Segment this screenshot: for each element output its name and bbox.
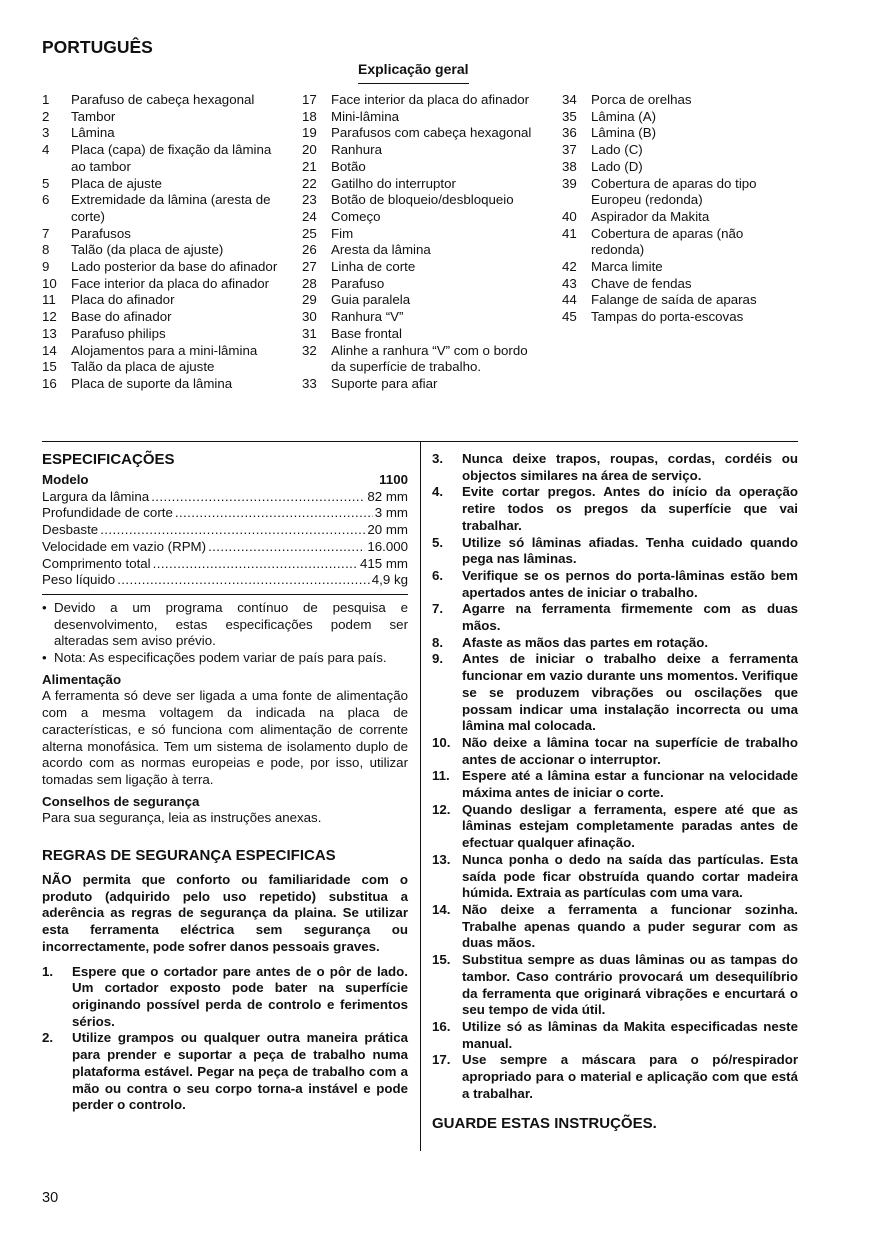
spec-leader-dots bbox=[100, 522, 365, 539]
rules-title: REGRAS DE SEGURANÇA ESPECIFICAS bbox=[42, 847, 336, 865]
part-number: 31 bbox=[302, 325, 317, 341]
safety-tips-title: Conselhos de segurança bbox=[42, 793, 200, 809]
part-number: 25 bbox=[302, 225, 317, 241]
specs-title: ESPECIFICAÇÕES bbox=[42, 451, 175, 468]
part-label: Placa de suporte da lâmina bbox=[71, 375, 233, 391]
spec-divider bbox=[42, 594, 408, 595]
part-number: 21 bbox=[302, 158, 317, 174]
part-number: 35 bbox=[562, 108, 577, 124]
spec-value: 20 mm bbox=[367, 522, 408, 538]
part-item bbox=[562, 309, 787, 326]
part-label: Talão (da placa de ajuste) bbox=[71, 242, 224, 258]
parts-list-col2 bbox=[302, 92, 542, 393]
rules-list-right bbox=[432, 451, 798, 1102]
part-label: Guia paralela bbox=[331, 292, 411, 308]
part-label: Lâmina bbox=[71, 125, 115, 141]
parts-list-col3 bbox=[562, 92, 787, 326]
rules-intro: NÃO permita que conforto ou familiaridade com o produto (adquirido pelo uso repetido) substitua a aderência as regras de segurança da plaina. Se utilizar esta ferramenta eléctrica sem segurança ou incorrectamente, pode sofrer danos pessoais graves. bbox=[42, 872, 408, 954]
part-item bbox=[562, 209, 787, 226]
part-item bbox=[302, 226, 542, 243]
part-label: Gatilho do interruptor bbox=[331, 175, 456, 191]
part-label: Botão de bloqueio/desbloqueio bbox=[331, 192, 514, 208]
part-item bbox=[562, 276, 787, 293]
part-label: Talão da placa de ajuste bbox=[71, 359, 215, 375]
part-item bbox=[302, 125, 542, 142]
part-number: 14 bbox=[42, 342, 57, 358]
part-number: 4 bbox=[42, 142, 50, 158]
rule-number: 4. bbox=[432, 484, 444, 500]
rule-item bbox=[432, 568, 798, 601]
spec-leader-dots bbox=[175, 505, 373, 522]
part-item bbox=[42, 176, 278, 193]
part-item bbox=[42, 343, 278, 360]
rule-number: 11. bbox=[432, 768, 450, 784]
part-number: 37 bbox=[562, 142, 577, 158]
spec-row bbox=[42, 572, 408, 589]
part-number: 19 bbox=[302, 125, 317, 141]
part-number: 39 bbox=[562, 175, 577, 191]
spec-leader-dots bbox=[117, 572, 370, 589]
part-label: Cobertura de aparas do tipo Europeu (redonda) bbox=[591, 175, 757, 208]
rule-item bbox=[432, 535, 798, 568]
part-label: Ranhura “V” bbox=[331, 309, 404, 325]
part-item bbox=[302, 92, 542, 109]
part-label: Face interior da placa do afinador bbox=[331, 92, 530, 107]
rule-number: 17. bbox=[432, 1052, 451, 1068]
left-column bbox=[42, 450, 408, 1114]
part-label: Ranhura bbox=[331, 142, 383, 158]
part-item bbox=[562, 226, 787, 259]
part-item bbox=[562, 259, 787, 276]
rule-number: 1. bbox=[42, 963, 54, 979]
part-item bbox=[302, 276, 542, 293]
rule-number: 7. bbox=[432, 601, 444, 617]
part-item bbox=[302, 192, 542, 209]
page-number: 30 bbox=[42, 1190, 59, 1206]
part-label: Fim bbox=[331, 225, 354, 241]
part-label: Lado posterior da base do afinador bbox=[71, 259, 278, 275]
part-label: Parafuso philips bbox=[71, 325, 166, 341]
spec-note-text: Nota: As especificações podem variar de país para país. bbox=[54, 650, 387, 666]
part-number: 44 bbox=[562, 292, 577, 308]
part-label: Aresta da lâmina bbox=[331, 242, 431, 258]
spec-value: 16.000 bbox=[367, 538, 408, 554]
spec-value: 4,9 kg bbox=[371, 572, 408, 588]
rule-text: Use sempre a máscara para o pó/respirador apropriado para o material e aplicação com que está a trabalhar. bbox=[462, 1052, 798, 1101]
part-number: 7 bbox=[42, 225, 50, 241]
part-item bbox=[42, 259, 278, 276]
part-number: 28 bbox=[302, 275, 317, 291]
part-item bbox=[562, 125, 787, 142]
rule-text: Quando desligar a ferramenta, espere até que as lâminas estejam completamente paradas antes de efectuar qualquer afinação. bbox=[462, 801, 798, 851]
part-label: Base do afinador bbox=[71, 309, 172, 325]
part-item bbox=[42, 309, 278, 326]
rule-number: 13. bbox=[432, 851, 451, 867]
part-label: Placa (capa) de fixação da lâmina ao tambor bbox=[71, 142, 272, 174]
spec-table bbox=[42, 489, 408, 589]
spec-label: Peso líquido bbox=[42, 572, 116, 588]
part-item bbox=[302, 326, 542, 343]
part-item bbox=[562, 159, 787, 176]
part-number: 38 bbox=[562, 158, 577, 174]
spec-row bbox=[42, 505, 408, 522]
rule-text: Nunca ponha o dedo na saída das partículas. Esta saída pode ficar obstruída quando cortar madeira húmida. Extraia as partículas com uma vara. bbox=[462, 851, 798, 901]
rule-item bbox=[432, 735, 798, 768]
rule-text: Não deixe a ferramenta a funcionar sozinha. Trabalhe apenas quando a puder segurar com as duas mãos. bbox=[462, 901, 798, 951]
part-number: 3 bbox=[42, 125, 50, 141]
bullet-marker: • bbox=[42, 599, 47, 615]
part-label: Alojamentos para a mini-lâmina bbox=[71, 342, 258, 358]
spec-model-row bbox=[42, 472, 408, 489]
part-label: Placa do afinador bbox=[71, 292, 175, 308]
spec-label: Velocidade em vazio (RPM) bbox=[42, 538, 207, 554]
part-number: 27 bbox=[302, 259, 317, 275]
part-label: Suporte para afiar bbox=[331, 375, 438, 391]
part-label: Lado (D) bbox=[591, 158, 643, 174]
part-label: Tampas do porta-escovas bbox=[591, 309, 744, 325]
part-item bbox=[42, 142, 278, 175]
part-number: 41 bbox=[562, 225, 577, 241]
bullet-marker: • bbox=[42, 650, 47, 666]
spec-label: Comprimento total bbox=[42, 555, 151, 571]
part-label: Alinhe a ranhura “V” com o bordo da superfície de trabalho. bbox=[331, 342, 528, 375]
rule-number: 15. bbox=[432, 952, 451, 968]
part-label: Falange de saída de aparas bbox=[591, 292, 757, 308]
part-number: 40 bbox=[562, 208, 577, 224]
part-number: 11 bbox=[42, 292, 56, 308]
part-number: 30 bbox=[302, 309, 317, 325]
part-item bbox=[302, 309, 542, 326]
part-label: Tambor bbox=[71, 108, 116, 124]
part-item bbox=[302, 343, 542, 376]
part-label: Linha de corte bbox=[331, 259, 416, 275]
rule-item bbox=[432, 451, 798, 484]
power-title: Alimentação bbox=[42, 671, 122, 687]
spec-notes bbox=[42, 600, 408, 667]
part-number: 12 bbox=[42, 309, 57, 325]
part-label: Marca limite bbox=[591, 259, 663, 275]
part-label: Lâmina (A) bbox=[591, 108, 657, 124]
part-number: 16 bbox=[42, 375, 57, 391]
part-item bbox=[302, 159, 542, 176]
rule-item bbox=[42, 1030, 408, 1114]
rule-item bbox=[432, 852, 798, 902]
part-item bbox=[302, 259, 542, 276]
rule-item bbox=[432, 1019, 798, 1052]
part-item bbox=[562, 92, 787, 109]
rule-item bbox=[432, 651, 798, 735]
part-label: Base frontal bbox=[331, 325, 402, 341]
rule-item bbox=[432, 952, 798, 1019]
part-item bbox=[42, 326, 278, 343]
part-number: 45 bbox=[562, 309, 577, 325]
spec-row bbox=[42, 489, 408, 506]
part-number: 22 bbox=[302, 175, 317, 191]
part-item bbox=[42, 359, 278, 376]
part-label: Face interior da placa do afinador bbox=[71, 275, 270, 291]
part-item bbox=[42, 242, 278, 259]
rule-item bbox=[432, 635, 798, 652]
part-item bbox=[562, 109, 787, 126]
rule-text: Nunca deixe trapos, roupas, cordas, cordéis ou objectos similares na área de serviço. bbox=[462, 451, 798, 483]
rule-text: Utilize só lâminas afiadas. Tenha cuidado quando pega nas lâminas. bbox=[462, 534, 798, 567]
rule-text: Agarre na ferramenta firmemente com as duas mãos. bbox=[462, 601, 798, 634]
part-item bbox=[42, 109, 278, 126]
spec-note-text: Devido a um programa contínuo de pesquisa e desenvolvimento, estas especificações podem ser alteradas sem aviso prévio. bbox=[54, 599, 408, 649]
rule-text: Utilize grampos ou qualquer outra maneira prática para prender e suportar a peça de trabalho numa plataforma estável. Pegar na peça de trabalho com a mão ou contra o seu corpo torna-a instável e pode perder o controlo. bbox=[72, 1030, 408, 1113]
column-divider bbox=[420, 441, 421, 1151]
part-number: 13 bbox=[42, 325, 57, 341]
rule-text: Antes de iniciar o trabalho deixe a ferramenta funcionar em vazio durante uns momentos. Verifique se se produzem vibrações ou oscilações que possam indicar uma instalação incorrecta ou uma lâmina mal colocada. bbox=[462, 651, 798, 734]
spec-value: 3 mm bbox=[374, 505, 408, 521]
part-item bbox=[302, 109, 542, 126]
part-number: 20 bbox=[302, 142, 317, 158]
safety-tips-text: Para sua segurança, leia as instruções anexas. bbox=[42, 810, 322, 826]
rule-item bbox=[432, 802, 798, 852]
part-label: Lâmina (B) bbox=[591, 125, 657, 141]
part-number: 2 bbox=[42, 108, 50, 124]
part-label: Lado (C) bbox=[591, 142, 643, 158]
part-item bbox=[302, 376, 542, 393]
spec-leader-dots bbox=[153, 556, 358, 573]
spec-note bbox=[42, 600, 408, 650]
rule-text: Substitua sempre as duas lâminas ou as tampas do tambor. Caso contrário provocará um desequilíbrio da ferramenta que originará vibrações e encurtará o seu tempo de vida útil. bbox=[462, 952, 798, 1018]
spec-value: 415 mm bbox=[359, 555, 408, 571]
part-label: Parafusos bbox=[71, 225, 131, 241]
spec-label: Desbaste bbox=[42, 522, 99, 538]
rule-item bbox=[42, 964, 408, 1031]
spec-label: Largura da lâmina bbox=[42, 488, 150, 504]
spec-label: Profundidade de corte bbox=[42, 505, 173, 521]
rule-number: 9. bbox=[432, 651, 444, 667]
part-number: 10 bbox=[42, 275, 57, 291]
part-item bbox=[42, 192, 278, 225]
power-text: A ferramenta só deve ser ligada a uma fonte de alimentação com a mesma voltagem da indicada na placa de características, e só funciona com alimentação de corrente alterna monofásica. Tem um sistema de isolamento duplo de acordo com as normas europeias e pode, por isso, utilizar tomadas sem ligação à terra. bbox=[42, 688, 408, 787]
rule-item bbox=[432, 902, 798, 952]
rule-number: 6. bbox=[432, 567, 444, 583]
spec-value: 82 mm bbox=[367, 488, 408, 504]
part-label: Parafusos com cabeça hexagonal bbox=[331, 125, 532, 141]
part-number: 18 bbox=[302, 108, 317, 124]
part-number: 5 bbox=[42, 175, 50, 191]
rule-number: 8. bbox=[432, 634, 444, 650]
section-title: Explicação geral bbox=[358, 60, 469, 84]
part-item bbox=[42, 292, 278, 309]
part-label: Botão bbox=[331, 158, 366, 174]
part-label: Parafuso bbox=[331, 275, 385, 291]
spec-note bbox=[42, 650, 408, 667]
part-label: Porca de orelhas bbox=[591, 92, 692, 107]
part-item bbox=[42, 376, 278, 393]
spec-model-label: Modelo bbox=[42, 472, 89, 487]
rules-list-left bbox=[42, 964, 408, 1114]
part-number: 33 bbox=[302, 375, 317, 391]
spec-model-value: 1100 bbox=[379, 472, 408, 487]
spec-leader-dots bbox=[151, 489, 365, 506]
part-number: 8 bbox=[42, 242, 50, 258]
rule-number: 2. bbox=[42, 1030, 54, 1046]
rule-text: Evite cortar pregos. Antes do início da operação retire todos os pregos da superfície que vai trabalhar. bbox=[462, 484, 798, 533]
rule-number: 10. bbox=[432, 734, 451, 750]
part-item bbox=[562, 142, 787, 159]
part-item bbox=[302, 176, 542, 193]
rule-text: Utilize só as lâminas da Makita especificadas neste manual. bbox=[462, 1018, 798, 1051]
part-label: Placa de ajuste bbox=[71, 175, 162, 191]
language-heading: PORTUGUÊS bbox=[42, 37, 153, 57]
part-label: Chave de fendas bbox=[591, 275, 692, 291]
part-number: 17 bbox=[302, 92, 317, 107]
rule-item bbox=[432, 1052, 798, 1102]
part-item bbox=[42, 226, 278, 243]
part-number: 6 bbox=[42, 192, 50, 208]
spec-row bbox=[42, 556, 408, 573]
part-number: 42 bbox=[562, 259, 577, 275]
rule-number: 16. bbox=[432, 1018, 451, 1034]
part-item bbox=[302, 292, 542, 309]
part-label: Começo bbox=[331, 208, 381, 224]
part-number: 26 bbox=[302, 242, 317, 258]
part-label: Extremidade da lâmina (aresta de corte) bbox=[71, 192, 271, 224]
part-number: 36 bbox=[562, 125, 577, 141]
part-item bbox=[42, 92, 278, 109]
rule-text: Não deixe a lâmina tocar na superfície de trabalho antes de accionar o interruptor. bbox=[462, 734, 798, 767]
part-item bbox=[42, 276, 278, 293]
part-item bbox=[562, 176, 787, 209]
part-item bbox=[302, 242, 542, 259]
right-column bbox=[432, 451, 798, 1133]
part-number: 9 bbox=[42, 259, 50, 275]
part-number: 29 bbox=[302, 292, 317, 308]
parts-list-col1 bbox=[42, 92, 278, 393]
spec-leader-dots bbox=[208, 539, 365, 556]
spec-row bbox=[42, 522, 408, 539]
part-label: Cobertura de aparas (não redonda) bbox=[591, 225, 744, 258]
part-number: 15 bbox=[42, 359, 57, 375]
rule-number: 14. bbox=[432, 901, 451, 917]
rule-number: 12. bbox=[432, 801, 451, 817]
part-item bbox=[302, 142, 542, 159]
rule-text: Afaste as mãos das partes em rotação. bbox=[462, 634, 709, 650]
rule-item bbox=[432, 601, 798, 634]
rule-text: Espere que o cortador pare antes de o pôr de lado. Um cortador exposto pode bater na superfície originando possível perda de controlo e ferimentos sérios. bbox=[72, 963, 408, 1029]
part-number: 43 bbox=[562, 275, 577, 291]
part-item bbox=[562, 292, 787, 309]
rules-footer: GUARDE ESTAS INSTRUÇÕES. bbox=[432, 1115, 657, 1133]
part-number: 34 bbox=[562, 92, 577, 107]
part-number: 24 bbox=[302, 208, 317, 224]
rule-text: Verifique se os pernos do porta-lâminas estão bem apertados antes de iniciar o trabalho. bbox=[462, 567, 798, 600]
rule-text: Espere até a lâmina estar a funcionar na velocidade máxima antes de iniciar o corte. bbox=[462, 768, 798, 801]
part-label: Mini-lâmina bbox=[331, 108, 399, 124]
rule-number: 5. bbox=[432, 534, 444, 550]
part-label: Parafuso de cabeça hexagonal bbox=[71, 92, 255, 107]
part-number: 32 bbox=[302, 342, 317, 358]
part-number: 1 bbox=[42, 92, 50, 107]
rule-item bbox=[432, 768, 798, 801]
part-label: Aspirador da Makita bbox=[591, 208, 710, 224]
rule-number: 3. bbox=[432, 451, 444, 466]
spec-row bbox=[42, 539, 408, 556]
part-item bbox=[42, 125, 278, 142]
part-item bbox=[302, 209, 542, 226]
part-number: 23 bbox=[302, 192, 317, 208]
rule-item bbox=[432, 484, 798, 534]
